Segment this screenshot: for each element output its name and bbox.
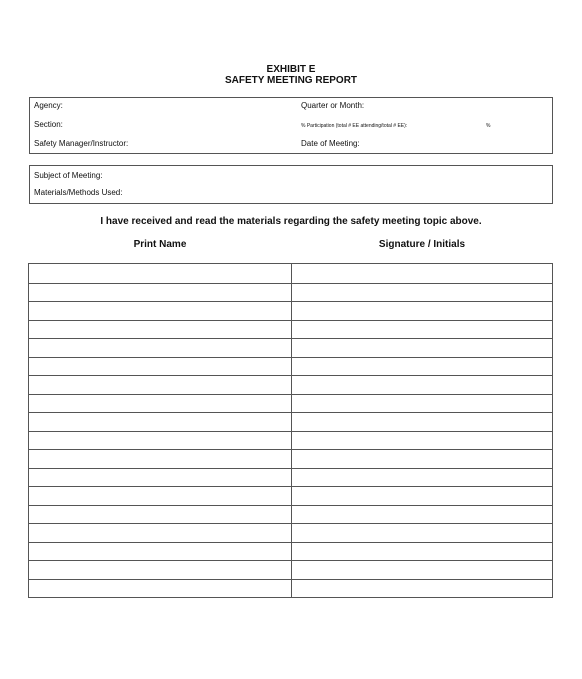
signature-cell[interactable]	[292, 468, 552, 487]
print-name-cell[interactable]	[29, 283, 291, 302]
signature-table	[28, 263, 553, 598]
signature-cell[interactable]	[292, 449, 552, 468]
print-name-cell[interactable]	[29, 301, 291, 320]
signature-cell[interactable]	[292, 320, 552, 339]
signature-cell[interactable]	[292, 560, 552, 579]
print-name-cell[interactable]	[29, 486, 291, 505]
agency-field[interactable]: Agency:	[34, 101, 63, 110]
exhibit-label: EXHIBIT E	[266, 64, 316, 75]
signature-header: Signature / Initials	[378, 239, 466, 250]
safety-manager-field[interactable]: Safety Manager/Instructor:	[34, 139, 129, 148]
signature-cell[interactable]	[292, 412, 552, 431]
meeting-info-box	[29, 97, 553, 154]
signature-cell[interactable]	[292, 579, 552, 598]
print-name-cell[interactable]	[29, 542, 291, 561]
print-name-cell[interactable]	[29, 357, 291, 376]
print-name-cell[interactable]	[29, 412, 291, 431]
signature-cell[interactable]	[292, 264, 552, 283]
signature-cell[interactable]	[292, 375, 552, 394]
meeting-date-field[interactable]: Date of Meeting:	[301, 139, 360, 148]
print-name-cell[interactable]	[29, 523, 291, 542]
print-name-cell[interactable]	[29, 394, 291, 413]
print-name-cell[interactable]	[29, 431, 291, 450]
print-name-cell[interactable]	[29, 264, 291, 283]
signature-cell[interactable]	[292, 523, 552, 542]
signature-cell[interactable]	[292, 338, 552, 357]
participation-field[interactable]: % Participation (total # EE attending/total # EE):	[301, 123, 408, 129]
signature-cell[interactable]	[292, 394, 552, 413]
print-name-cell[interactable]	[29, 338, 291, 357]
signature-cell[interactable]	[292, 486, 552, 505]
participation-percent-sign: %	[486, 123, 491, 129]
print-name-cell[interactable]	[29, 375, 291, 394]
print-name-cell[interactable]	[29, 320, 291, 339]
signature-cell[interactable]	[292, 431, 552, 450]
quarter-month-field[interactable]: Quarter or Month:	[301, 101, 365, 110]
acknowledgement-statement: I have received and read the materials regarding the safety meeting topic above.	[100, 216, 482, 227]
meeting-subject-box	[29, 165, 553, 204]
print-name-cell[interactable]	[29, 505, 291, 524]
signature-cell[interactable]	[292, 542, 552, 561]
print-name-cell[interactable]	[29, 468, 291, 487]
signature-cell[interactable]	[292, 283, 552, 302]
signature-cell[interactable]	[292, 357, 552, 376]
subject-field[interactable]: Subject of Meeting:	[34, 171, 103, 180]
print-name-cell[interactable]	[29, 560, 291, 579]
materials-field[interactable]: Materials/Methods Used:	[34, 188, 123, 197]
print-name-cell[interactable]	[29, 449, 291, 468]
print-name-cell[interactable]	[29, 579, 291, 598]
report-title: SAFETY MEETING REPORT	[224, 75, 358, 86]
signature-cell[interactable]	[292, 505, 552, 524]
signature-cell[interactable]	[292, 301, 552, 320]
print-name-header: Print Name	[133, 239, 187, 250]
section-field[interactable]: Section:	[34, 120, 63, 129]
